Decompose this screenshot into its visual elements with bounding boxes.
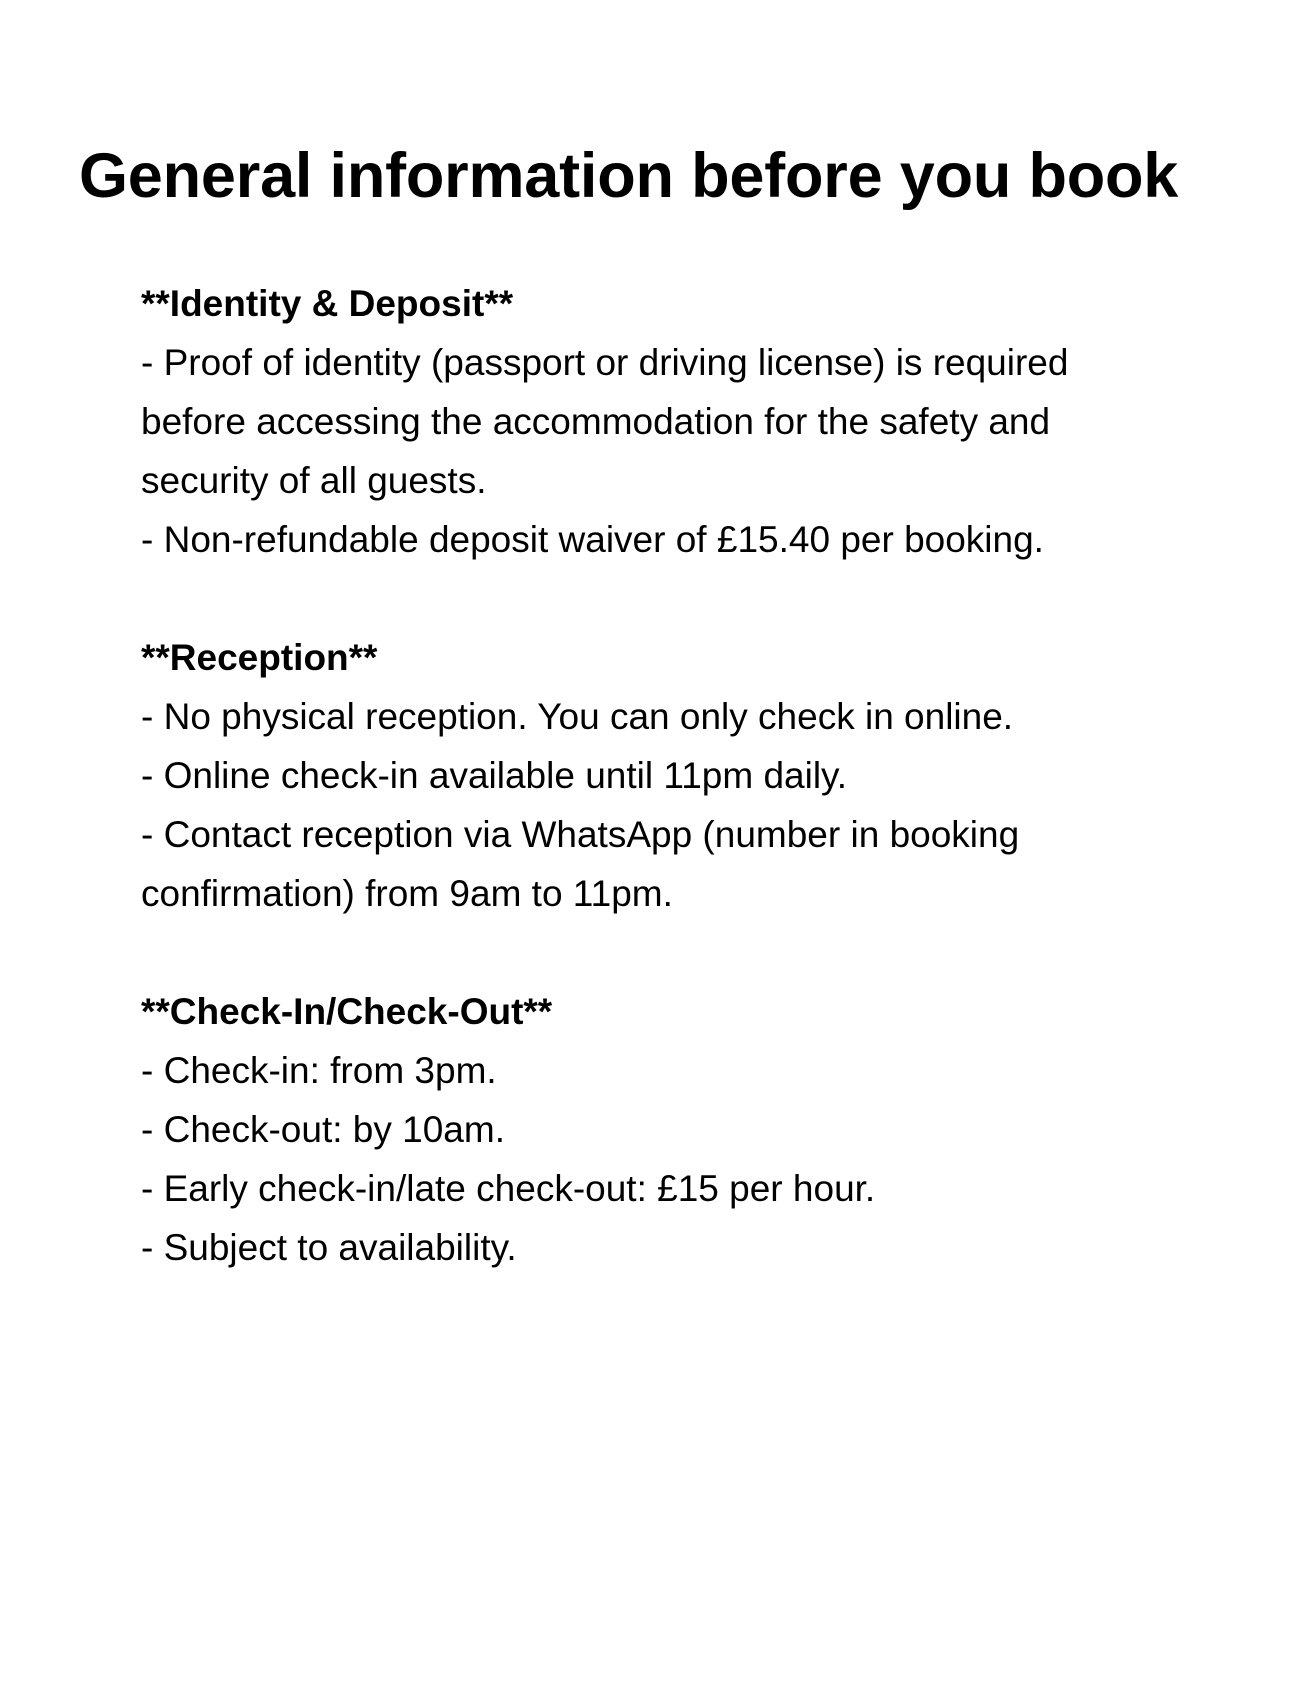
section-line: - Subject to availability.	[141, 1227, 517, 1268]
section-heading: **Reception**	[141, 637, 378, 678]
section-line: - Early check-in/late check-out: £15 per hour.	[141, 1168, 876, 1209]
section-heading: **Identity & Deposit**	[141, 283, 514, 324]
section-line: before accessing the accommodation for the safety and	[141, 401, 1051, 442]
info-content	[141, 274, 1241, 1336]
section-identity-deposit	[141, 274, 1241, 569]
section-line: security of all guests.	[141, 460, 487, 501]
section-line: - Contact reception via WhatsApp (number in booking	[141, 814, 1020, 855]
section-line: - Non-refundable deposit waiver of £15.40 per booking.	[141, 519, 1044, 560]
section-check-in-check-out	[141, 982, 1241, 1277]
section-line: - Check-out: by 10am.	[141, 1109, 505, 1150]
section-line: - Check-in: from 3pm.	[141, 1050, 497, 1091]
section-reception	[141, 628, 1241, 923]
page-title: General information before you book	[79, 141, 1179, 211]
section-line: - Proof of identity (passport or driving license) is required	[141, 342, 1069, 383]
section-heading: **Check-In/Check-Out**	[141, 991, 553, 1032]
section-line: confirmation) from 9am to 11pm.	[141, 873, 673, 914]
section-line: - No physical reception. You can only check in online.	[141, 696, 1014, 737]
section-line: - Online check-in available until 11pm daily.	[141, 755, 848, 796]
